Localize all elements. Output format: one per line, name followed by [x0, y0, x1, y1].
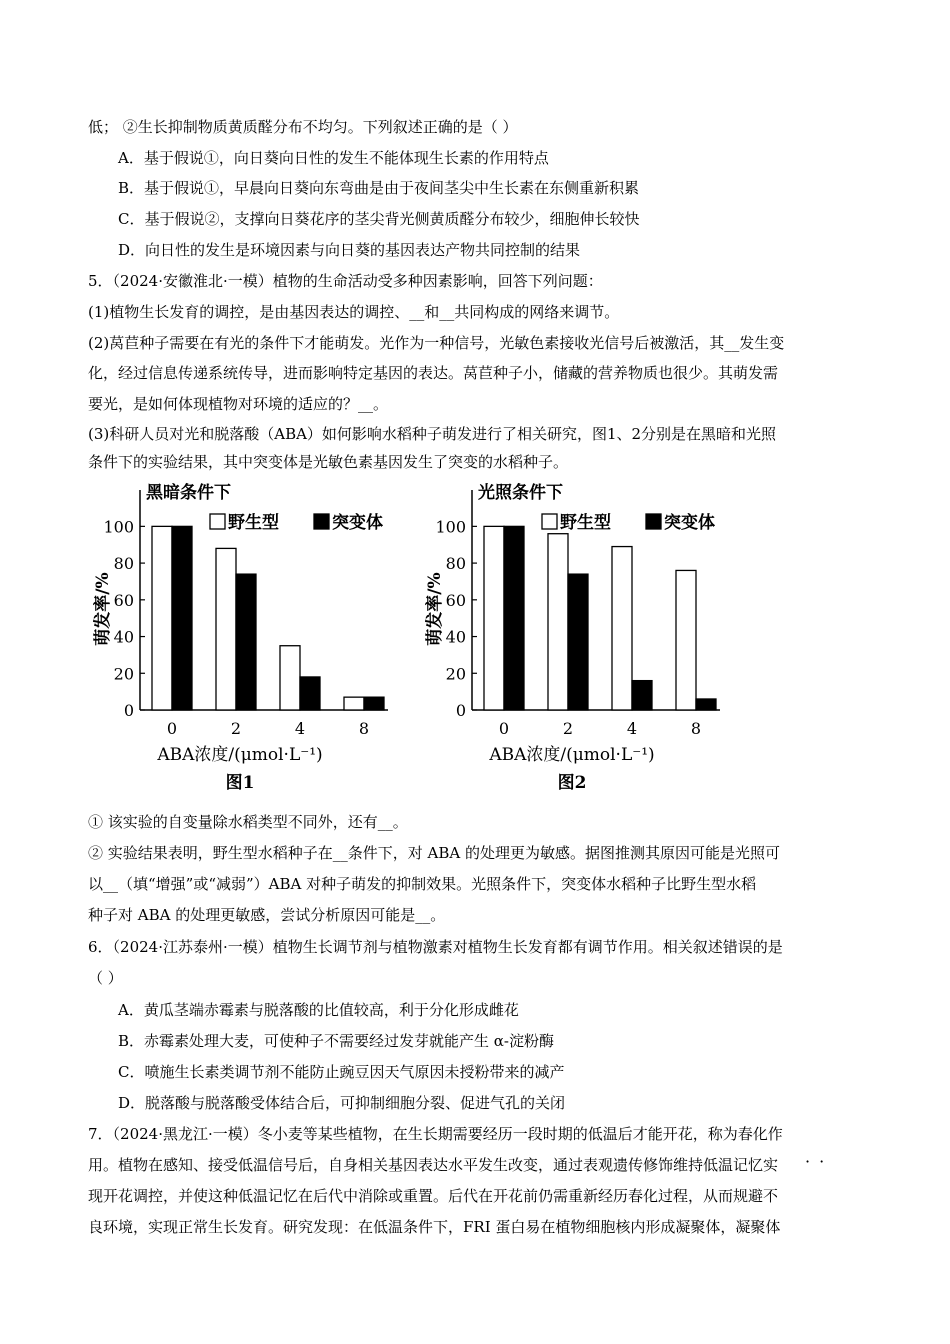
text-line: 化，经过信息传递系统传导，进而影响特定基因的表达。莴苣种子小，储藏的营养物质也很少。其萌发需: [88, 364, 779, 382]
y-tick-label: 40: [445, 627, 466, 647]
figure-caption: 图2: [557, 773, 587, 793]
bar-mutant: [172, 526, 192, 710]
bar-wild-type: [152, 526, 172, 710]
x-axis-label: ABA浓度/(μmol·L⁻¹): [157, 745, 323, 765]
text-line: 以__（填“增强”或“减弱”）ABA 对种子萌发的抑制效果。光照条件下，突变体水稻种子比野生型水稻: [88, 875, 757, 893]
bar-mutant: [696, 699, 716, 710]
option-a: A．基于假说①，向日葵向日性的发生不能体现生长素的作用特点: [118, 149, 549, 167]
chart-title: 黑暗条件下: [146, 483, 231, 503]
question-6-stem: 6．（2024·江苏泰州·一模）植物生长调节剂与植物激素对植物生长发育都有调节作用。相关叙述错误的是: [88, 938, 783, 956]
legend-label: 突变体: [664, 513, 715, 533]
bar-wild-type: [676, 570, 696, 710]
bar-mutant: [504, 526, 524, 710]
legend-label: 突变体: [332, 513, 383, 533]
bar-wild-type: [216, 548, 236, 710]
legend-swatch: [210, 514, 225, 529]
figure-1: [88, 480, 388, 804]
emphasis-dots: ··: [805, 1152, 834, 1171]
legend-swatch: [646, 514, 661, 529]
y-tick-label: 0: [455, 701, 466, 720]
x-tick-label: 4: [626, 719, 638, 738]
bar-wild-type: [484, 526, 504, 710]
question-5-sub2: ② 实验结果表明，野生型水稻种子在__条件下，对 ABA 的处理更为敏感。据图推测其原因可能是光照可: [88, 844, 780, 862]
y-tick-label: 100: [435, 517, 466, 537]
y-axis-label: 萌发率/%: [425, 572, 445, 646]
x-tick-label: 2: [230, 719, 242, 738]
bar-mutant: [236, 574, 256, 710]
option-b: B．赤霉素处理大麦，可使种子不需要经过发芽就能产生 α-淀粉酶: [118, 1032, 554, 1050]
y-axis-label: 萌发率/%: [93, 572, 113, 646]
option-a: A．黄瓜茎端赤霉素与脱落酸的比值较高，利于分化形成雌花: [118, 1001, 519, 1019]
text-line: 低； ②生长抑制物质黄质醛分布不均匀。下列叙述正确的是（ ）: [88, 118, 518, 136]
bar-mutant: [632, 681, 652, 710]
bar-chart-dark: [88, 480, 388, 800]
text-line: 现开花调控，并使这种低温记忆在后代中消除或重置。后代在开花前仍需重新经历春化过程，从而规避不: [88, 1187, 779, 1205]
x-tick-label: 0: [166, 719, 178, 738]
y-tick-label: 40: [113, 627, 134, 647]
bar-wild-type: [280, 646, 300, 710]
option-b: B．基于假说①，早晨向日葵向东弯曲是由于夜间茎尖中生长素在东侧重新积累: [118, 179, 640, 197]
bar-wild-type: [548, 534, 568, 710]
option-d: D．脱落酸与脱落酸受体结合后，可抑制细胞分裂、促进气孔的关闭: [118, 1094, 566, 1112]
x-tick-label: 4: [294, 719, 306, 738]
x-tick-label: 8: [358, 719, 370, 738]
bar-mutant: [568, 574, 588, 710]
x-tick-label: 0: [498, 719, 510, 738]
question-5-stem: 5．（2024·安徽淮北·一模）植物的生命活动受多种因素影响，回答下列问题：: [88, 272, 603, 290]
y-tick-label: 20: [113, 664, 134, 684]
bar-mutant: [364, 697, 384, 710]
question-5-part3: (3)科研人员对光和脱落酸（ABA）如何影响水稻种子萌发进行了相关研究，图1、2分别是在黑暗和光照: [88, 425, 777, 443]
option-d: D．向日性的发生是环境因素与向日葵的基因表达产物共同控制的结果: [118, 241, 581, 259]
legend-label: 野生型: [228, 513, 279, 533]
y-tick-label: 60: [113, 590, 134, 610]
y-tick-label: 0: [123, 701, 134, 720]
bar-wild-type: [612, 547, 632, 710]
y-tick-label: 80: [113, 554, 134, 574]
bar-chart-light: [420, 480, 720, 800]
y-tick-label: 60: [445, 590, 466, 610]
x-tick-label: 8: [690, 719, 702, 738]
text-line: 良环境，实现正常生长发育。研究发现：在低温条件下，FRI 蛋白易在植物细胞核内形成凝聚体，凝聚体: [88, 1218, 781, 1236]
legend-swatch: [542, 514, 557, 529]
question-5-sub1: ① 该实验的自变量除水稻类型不同外，还有__。: [88, 813, 408, 831]
text-line: （ ）: [88, 969, 123, 987]
option-c: C．基于假说②，支撑向日葵花序的茎尖背光侧黄质醛分布较少，细胞伸长较快: [118, 210, 640, 228]
text-line: 用。植物在感知、接受低温信号后，自身相关基因表达水平发生改变，通过表观遗传修饰维持低温记忆实: [88, 1156, 779, 1174]
bar-mutant: [300, 677, 320, 710]
text-line: 种子对 ABA 的处理更敏感，尝试分析原因可能是__。: [88, 906, 446, 924]
question-7-stem: 7．（2024·黑龙江·一模）冬小麦等某些植物，在生长期需要经历一段时期的低温后才能开花，称为春化作: [88, 1125, 783, 1143]
x-axis-label: ABA浓度/(μmol·L⁻¹): [489, 745, 655, 765]
legend-swatch: [314, 514, 329, 529]
chart-title: 光照条件下: [478, 483, 563, 503]
figure-caption: 图1: [225, 773, 255, 793]
question-5-part2: (2)莴苣种子需要在有光的条件下才能萌发。光作为一种信号，光敏色素接收光信号后被激活，其__发生变: [88, 334, 785, 352]
text-line: 要光，是如何体现植物对环境的适应的？__。: [88, 395, 389, 413]
y-tick-label: 100: [103, 517, 134, 537]
x-tick-label: 2: [562, 719, 574, 738]
figure-2: [420, 480, 720, 804]
y-tick-label: 20: [445, 664, 466, 684]
text-line: 条件下的实验结果，其中突变体是光敏色素基因发生了突变的水稻种子。: [88, 453, 569, 471]
question-5-part1: (1)植物生长发育的调控，是由基因表达的调控、__和__共同构成的网络来调节。: [88, 303, 620, 321]
legend-label: 野生型: [560, 513, 611, 533]
bar-wild-type: [344, 697, 364, 710]
option-c: C．喷施生长素类调节剂不能防止豌豆因天气原因未授粉带来的减产: [118, 1063, 565, 1081]
y-tick-label: 80: [445, 554, 466, 574]
